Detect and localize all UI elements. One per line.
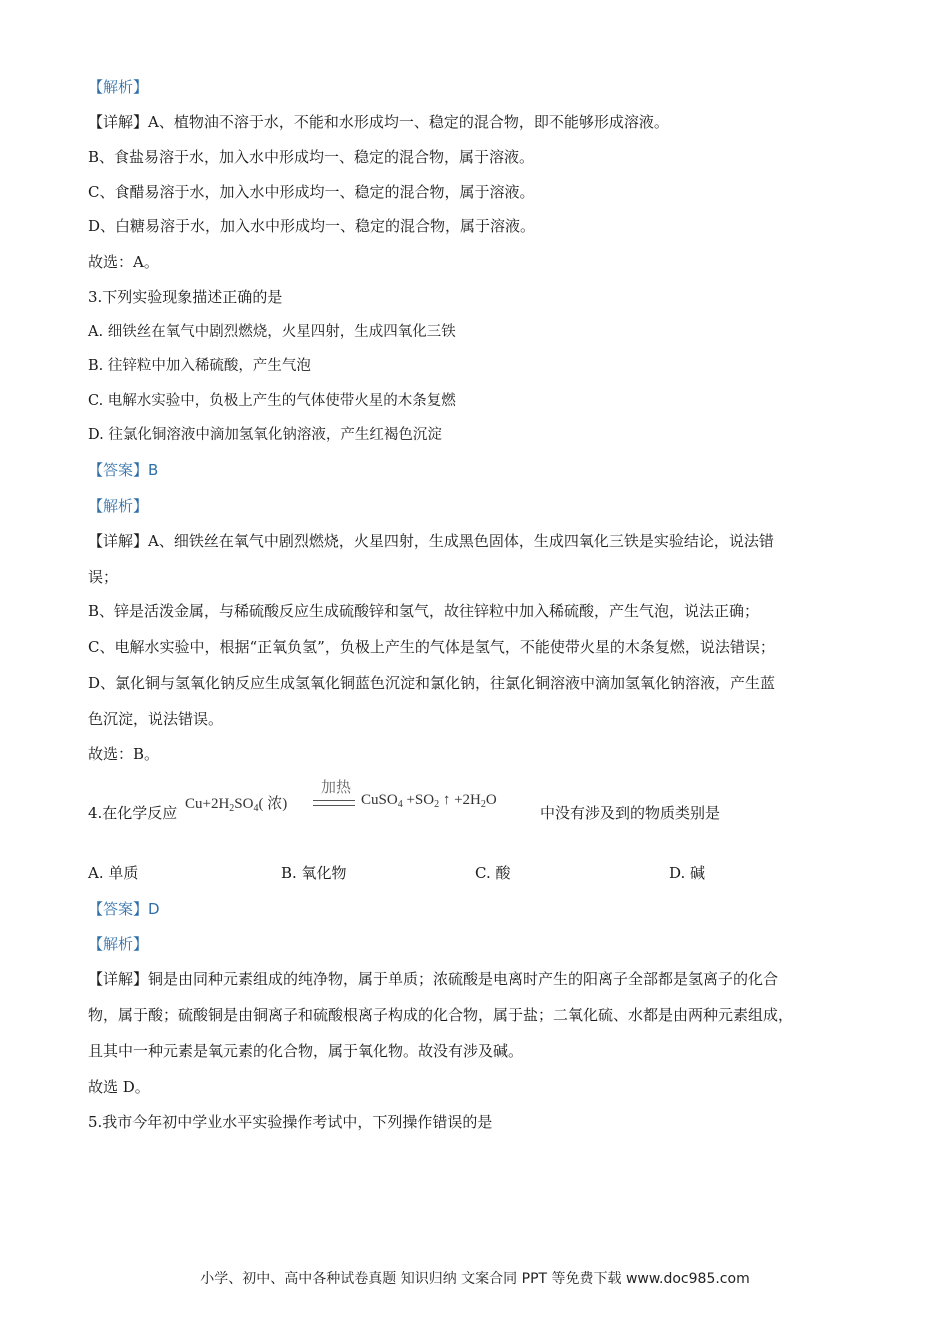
page-footer: 小学、初中、高中各种试卷真题 知识归纳 文案合同 PPT 等免费下载 www.doc985.com (200, 1271, 750, 1287)
detail-text: 铜是由同种元素组成的纯净物，属于单质；浓硫酸是电离时产生的阳离子全部都是氢离子的化合 (148, 970, 779, 988)
conclusion: 故选：B。 (88, 745, 160, 763)
detail-line-b: B、食盐易溶于水，加入水中形成均一、稳定的混合物，属于溶液。 (88, 148, 535, 166)
question-3-stem: 3.下列实验现象描述正确的是 (88, 288, 283, 306)
reaction-condition: 加热 (321, 780, 352, 796)
question-3-option-d: D. 往氯化铜溶液中滴加氢氧化钠溶液，产生红褐色沉淀 (88, 427, 442, 443)
equation-equals-bar (313, 800, 355, 806)
answer-value: D (148, 900, 160, 918)
analysis-tag: 【解析】 (88, 78, 149, 96)
detail-line-d-cont: 色沉淀，说法错误。 (88, 710, 224, 728)
conclusion: 故选 D。 (88, 1078, 150, 1096)
equation-products: CuSO$_4$ $+SO_2$ ↑ $+2H_2O$ (361, 792, 497, 810)
detail-text-cont: 误； (88, 568, 119, 586)
analysis-tag: 【解析】 (88, 497, 149, 515)
answer-row (88, 459, 158, 481)
question-3-option-a: A. 细铁丝在氧气中剧烈燃烧，火星四射，生成四氧化三铁 (88, 324, 456, 340)
detail-paragraph (88, 530, 774, 552)
detail-paragraph (88, 111, 669, 133)
detail-tag: 【详解】 (88, 113, 149, 131)
detail-text: A、细铁丝在氧气中剧烈燃烧，火星四射，生成黑色固体，生成四氧化三铁是实验结论，说法错 (148, 532, 774, 550)
detail-tag: 【详解】 (88, 532, 149, 550)
detail-tag: 【详解】 (88, 970, 149, 988)
detail-line-c: C、电解水实验中，根据“正氧负氢”，负极上产生的气体是氢气，不能使带火星的木条复燃，说法错误； (88, 638, 775, 656)
conclusion: 故选：A。 (88, 253, 159, 271)
answer-value: B (148, 461, 159, 479)
question-3-option-c: C. 电解水实验中，负极上产生的气体使带火星的木条复燃 (88, 393, 456, 409)
question-4-option-a: A. 单质 (88, 864, 139, 882)
answer-tag: 【答案】 (88, 900, 149, 918)
analysis-tag: 【解析】 (88, 935, 149, 953)
question-4-stem-suffix: 中没有涉及到的物质类别是 (540, 804, 721, 822)
detail-text-cont: 且其中一种元素是氧元素的化合物，属于氧化物。故没有涉及碱。 (88, 1042, 524, 1060)
answer-tag: 【答案】 (88, 461, 149, 479)
detail-text-cont: 物，属于酸；硫酸铜是由铜离子和硫酸根离子构成的化合物，属于盐；二氧化硫、水都是由两种元素组成， (88, 1006, 794, 1024)
question-4-option-b: B. 氧化物 (281, 864, 347, 882)
question-3-option-b: B. 往锌粒中加入稀硫酸，产生气泡 (88, 358, 311, 374)
question-4-option-d: D. 碱 (669, 864, 706, 882)
question-4-option-c: C. 酸 (475, 864, 511, 882)
answer-row (88, 898, 160, 920)
equation-reactants: $Cu+2H_2SO_4$( 浓) (185, 796, 288, 814)
detail-line-b: B、锌是活泼金属，与稀硫酸反应生成硫酸锌和氢气，故往锌粒中加入稀硫酸，产生气泡，说法正确； (88, 602, 760, 620)
detail-paragraph (88, 968, 778, 990)
detail-line-d: D、氯化铜与氢氧化钠反应生成氢氧化铜蓝色沉淀和氯化钠，往氯化铜溶液中滴加氢氧化钠溶液，产生蓝 (88, 674, 776, 692)
question-4-stem-prefix: 4.在化学反应 (88, 804, 178, 822)
detail-text: A、植物油不溶于水，不能和水形成均一、稳定的混合物，即不能够形成溶液。 (148, 113, 669, 131)
question-5-stem: 5.我市今年初中学业水平实验操作考试中，下列操作错误的是 (88, 1113, 493, 1131)
chemical-equation (185, 776, 545, 816)
question-4-options (88, 862, 808, 884)
detail-line-d: D、白糖易溶于水，加入水中形成均一、稳定的混合物，属于溶液。 (88, 217, 536, 235)
detail-line-c: C、食醋易溶于水，加入水中形成均一、稳定的混合物，属于溶液。 (88, 183, 535, 201)
